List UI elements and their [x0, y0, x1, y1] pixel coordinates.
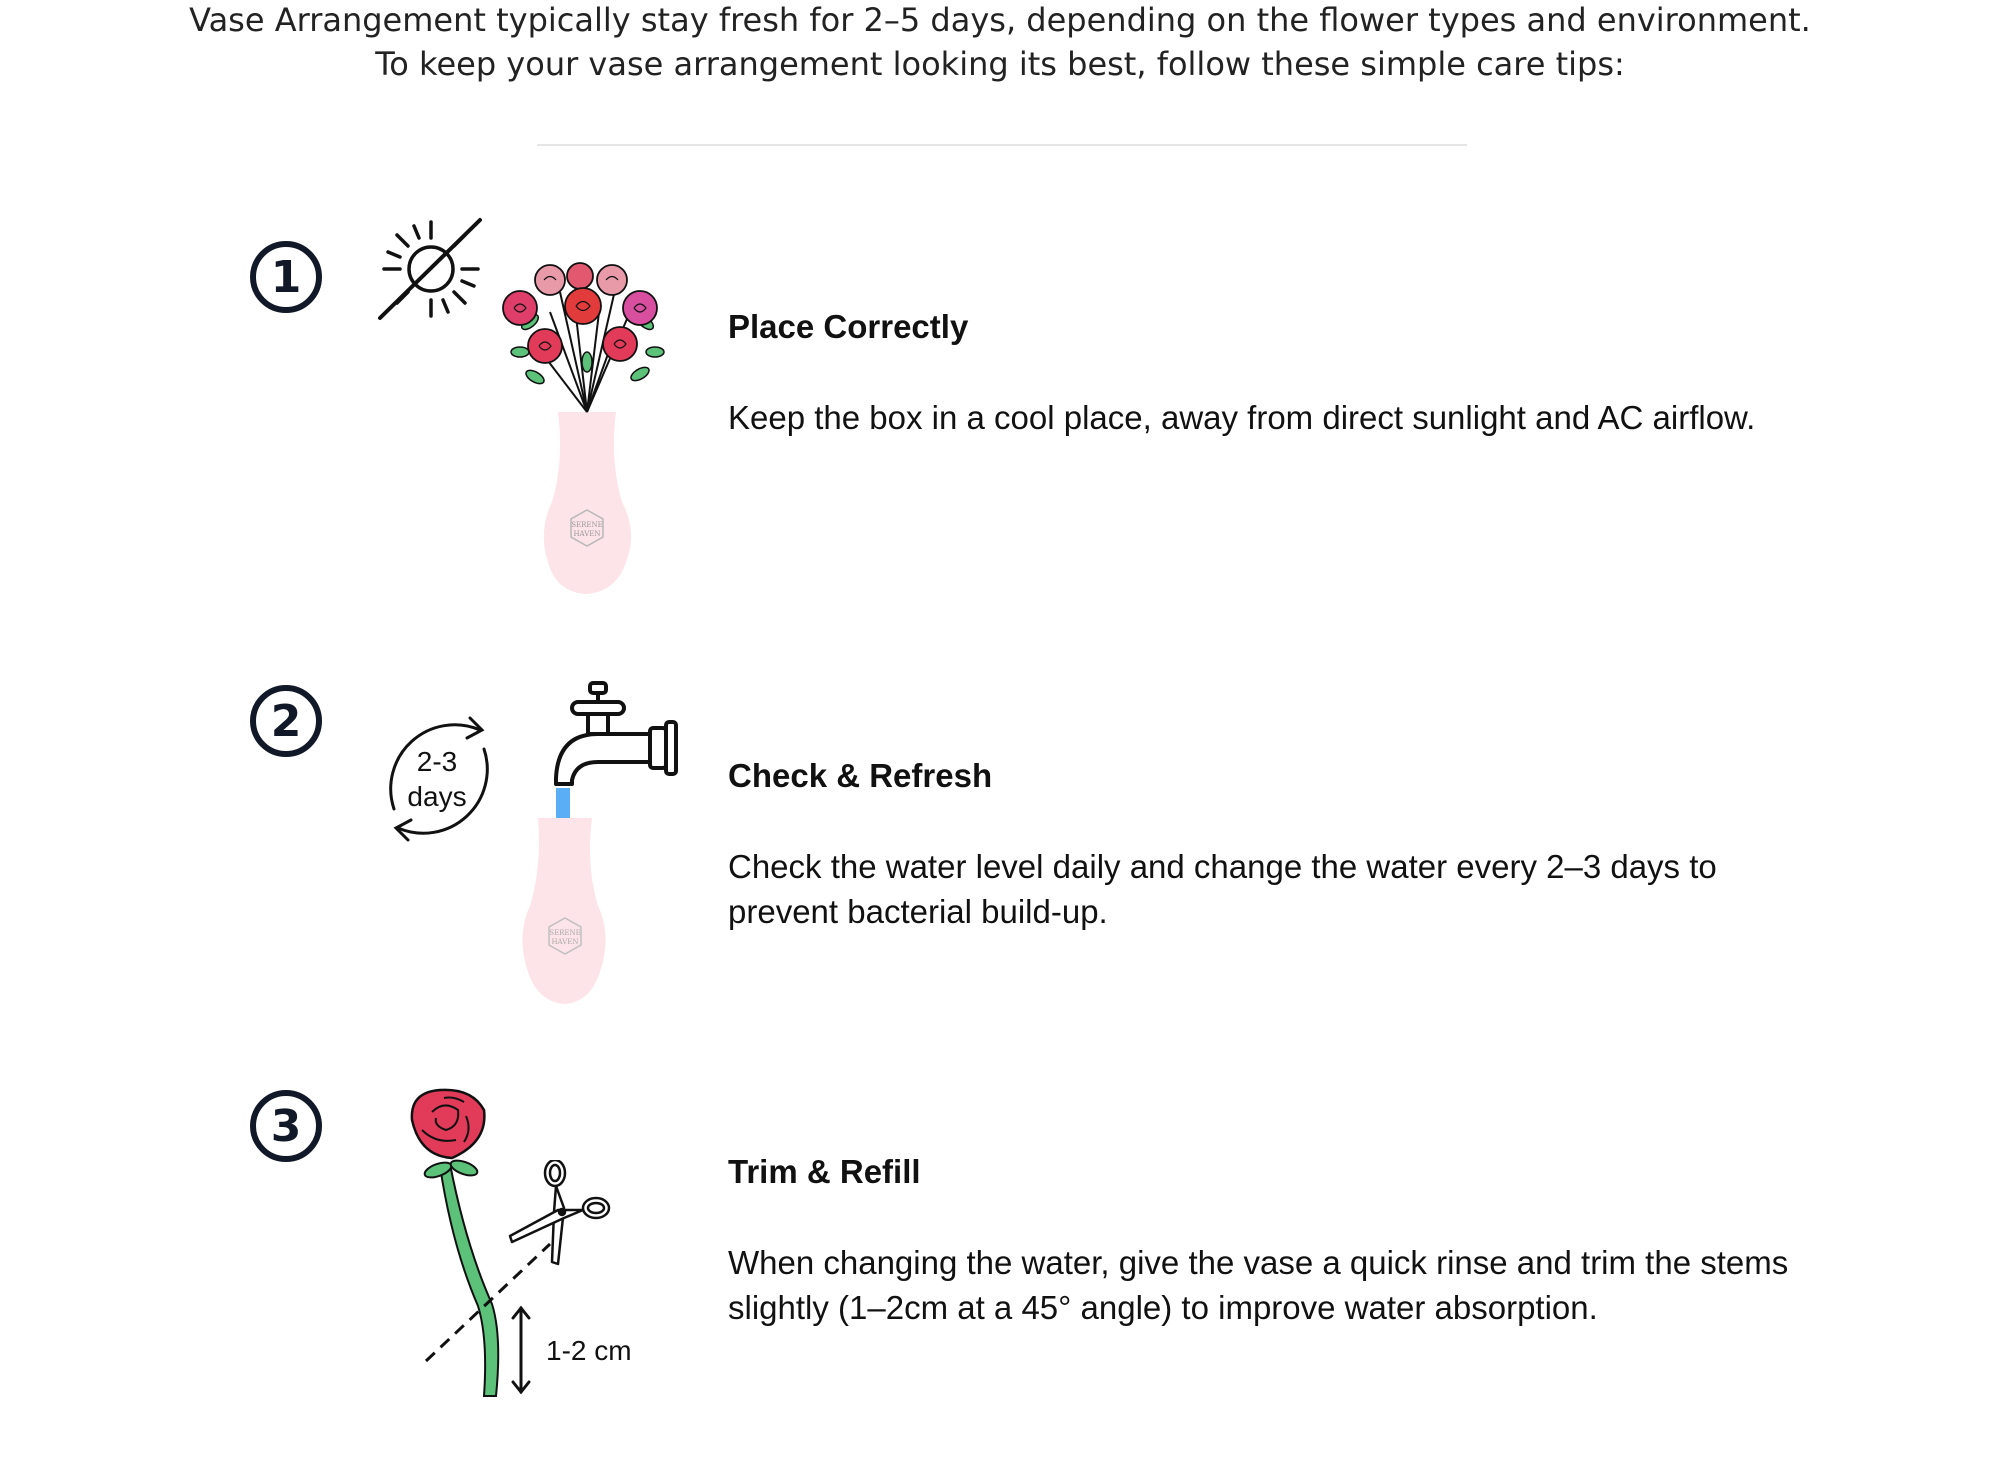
measure-arrow-icon [513, 1308, 529, 1392]
refresh-cycle-icon [364, 704, 514, 854]
step-2-title: Check & Refresh [728, 757, 993, 794]
step-3-text: When changing the water, give the vase a quick rinse and trim the stems slightly (1–2cm at a 45° angle) to improve water absorption. [728, 1244, 1789, 1326]
cycle-label-bottom: days [407, 781, 467, 812]
scissors-icon [508, 1160, 618, 1270]
intro-line-1: Vase Arrangement typically stay fresh for 2–5 days, depending on the flower types and environment. [189, 1, 1811, 39]
vase-shape [544, 412, 631, 594]
step-2-text: Check the water level daily and change the water every 2–3 days to prevent bacterial build-up. [728, 848, 1717, 930]
step-3-title: Trim & Refill [728, 1153, 921, 1190]
step-1-title: Place Correctly [728, 308, 969, 345]
vase-logo-text-2: HAVEN [573, 530, 601, 538]
vase-logo-text-1: SERENE [549, 929, 581, 937]
step-3-number: 3 [250, 1090, 322, 1162]
step-1-number: 1 [250, 241, 322, 313]
rose-bouquet-vase-icon [490, 262, 670, 600]
measure-label: 1-2 cm [546, 1335, 632, 1366]
vase-logo-text-2: HAVEN [551, 938, 579, 946]
divider [537, 144, 1467, 146]
cycle-label-top: 2-3 [416, 746, 458, 777]
step-2-number: 2 [250, 685, 322, 757]
no-sunlight-icon [376, 216, 486, 322]
vase-icon [508, 816, 618, 1006]
intro-line-2: To keep your vase arrangement looking its best, follow these simple care tips: [375, 45, 1625, 83]
water-tap-icon [548, 680, 688, 820]
vase-logo-text-1: SERENE [571, 521, 603, 529]
step-1-text: Keep the box in a cool place, away from direct sunlight and AC airflow. [728, 399, 1756, 436]
